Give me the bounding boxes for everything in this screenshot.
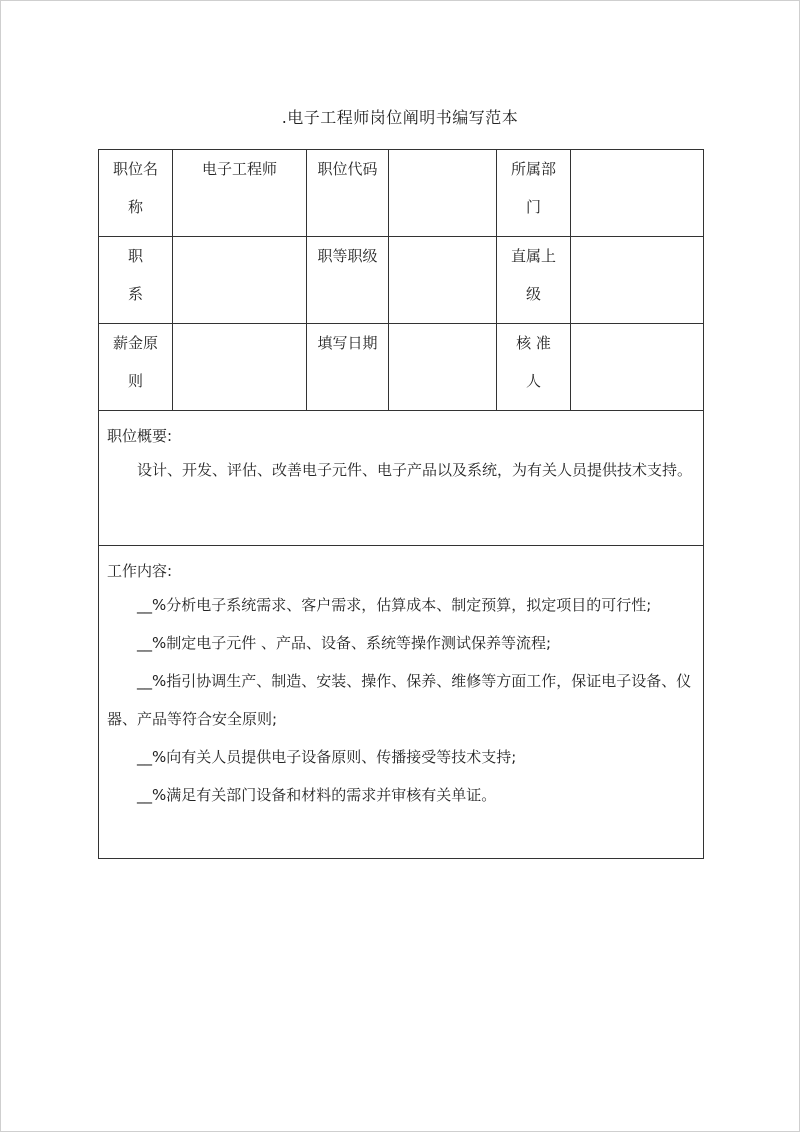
work-content-section bbox=[99, 546, 704, 859]
value-position-code bbox=[389, 150, 497, 237]
value-department bbox=[571, 150, 704, 237]
list-item: __%分析电子系统需求、客户需求，估算成本、制定预算，拟定项目的可行性; bbox=[137, 596, 652, 614]
label-position-code: 职位代码 bbox=[307, 150, 389, 237]
value-salary bbox=[173, 324, 307, 411]
value-fill-date bbox=[389, 324, 497, 411]
label-cell-salary: 薪金原 则 bbox=[99, 324, 173, 411]
overview-section bbox=[99, 411, 704, 546]
value-position-name: 电子工程师 bbox=[173, 150, 307, 237]
label-cell-position-name: 职位名 称 bbox=[99, 150, 173, 237]
table-row bbox=[99, 237, 704, 324]
list-item: __%向有关人员提供电子设备原则、传播接受等技术支持; bbox=[137, 748, 517, 766]
label-cell-approver: 核 准 人 bbox=[497, 324, 571, 411]
job-description-table bbox=[98, 149, 704, 859]
work-content-label: 工作内容: bbox=[107, 562, 173, 580]
list-item: __%满足有关部门设备和材料的需求并审核有关单证。 bbox=[137, 786, 497, 804]
list-item: __%指引协调生产、制造、安装、操作、保养、维修等方面工作，保证电子设备、仪器、产品等符合安全原则; bbox=[107, 672, 692, 728]
value-supervisor bbox=[571, 237, 704, 324]
table-row bbox=[99, 411, 704, 546]
value-grade-level bbox=[389, 237, 497, 324]
overview-text: 设计、开发、评估、改善电子元件、电子产品以及系统，为有关人员提供技术支持。 bbox=[137, 461, 693, 479]
table-row bbox=[99, 150, 704, 237]
table-row bbox=[99, 546, 704, 859]
value-job-family bbox=[173, 237, 307, 324]
value-approver bbox=[571, 324, 704, 411]
document-title: .电子工程师岗位阐明书编写范本 bbox=[281, 108, 519, 127]
label-fill-date: 填写日期 bbox=[307, 324, 389, 411]
overview-label: 职位概要: bbox=[107, 427, 173, 445]
label-cell-job-family: 职 系 bbox=[99, 237, 173, 324]
label-cell-supervisor: 直属上 级 bbox=[497, 237, 571, 324]
list-item: __%制定电子元件 、产品、设备、系统等操作测试保养等流程; bbox=[137, 634, 552, 652]
table-row bbox=[99, 324, 704, 411]
label-cell-department: 所属部 门 bbox=[497, 150, 571, 237]
label-grade-level: 职等职级 bbox=[307, 237, 389, 324]
